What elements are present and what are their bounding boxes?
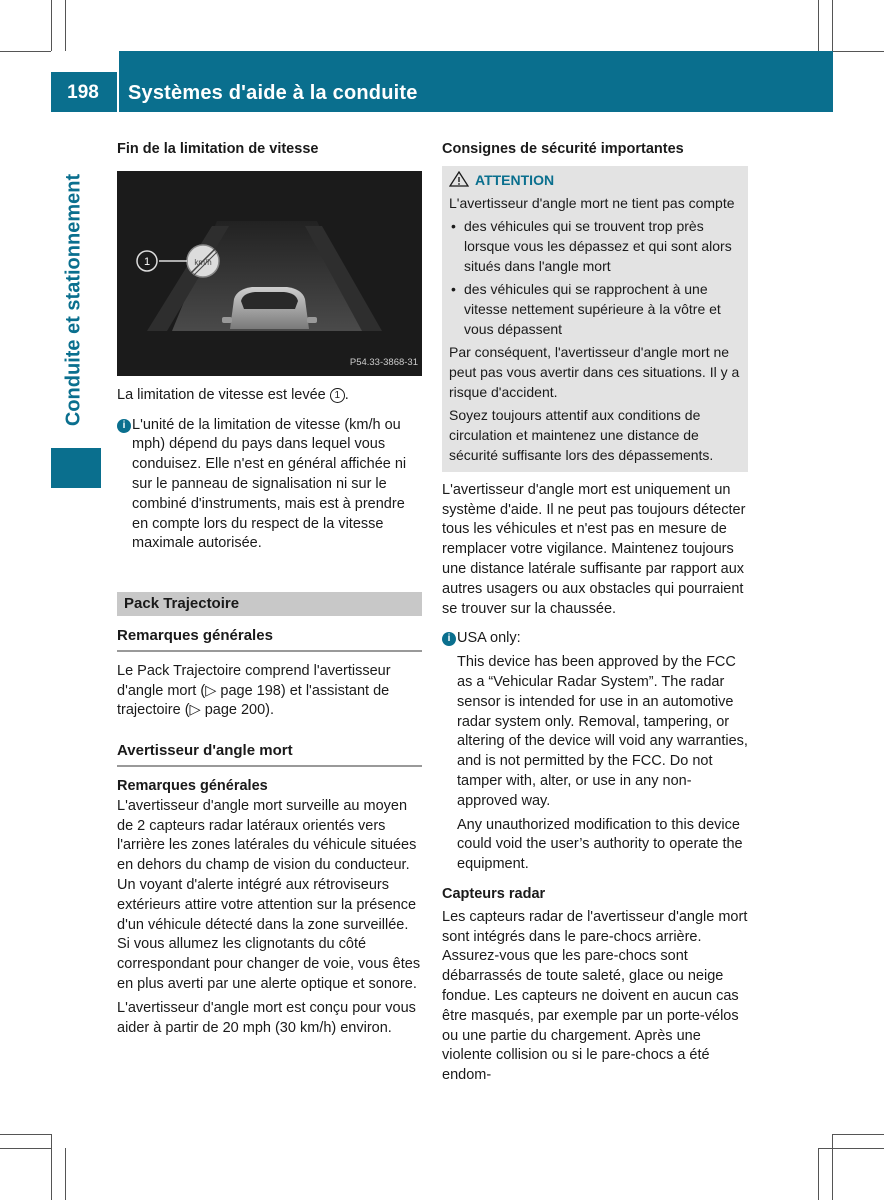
usa-note-title: USA only: [457,630,521,647]
info-icon: i [117,419,131,433]
warning-list-item: • des véhicules qui se trouvent trop près lorsque vous les dépassez et qui sont alors situés dans l'angle mort [449,216,741,276]
crop-mark [65,0,66,51]
usa-note-paragraph-2: Any unauthorized modification to this device could void the user’s authority to operate the equipment. [457,816,743,873]
crop-mark [51,1134,52,1200]
warning-intro: L'avertisseur d'angle mort ne tient pas compte [449,194,735,211]
speed-limit-end-sign-icon [187,245,219,277]
svg-text:km/h: km/h [194,257,212,267]
subheading-remarques-generales: Remarques générales [117,777,268,794]
figure-caption: La limitation de vitesse est levée 1 . [117,386,349,403]
crop-mark [818,1148,819,1200]
heading-avertisseur-angle-mort: Avertisseur d'angle mort [117,741,422,767]
header-divider [117,51,119,112]
right-column [442,140,748,1086]
page-title: Systèmes d'aide à la conduite [128,82,418,104]
blind-spot-paragraph-1: L'avertisseur d'angle mort surveille au moyen de 2 capteurs radar latéraux orientés vers l'arrière les zones latérales du véhicule situées en dehors du champ de vision du conducteur. Un voyant d'alerte intégré aux rétroviseurs extérieurs attire votre attention sur la présence d'un véhicule détecté dans la zone surveillée. Si vous allumez les clignotants du côté correspondant pour changer de voie, vous êtes en plus averti par une alerte optique et sonore. [117,797,421,992]
warning-paragraph-2: Soyez toujours attentif aux conditions de circulation et maintenez une distance de sécurité suffisante lors des dépassements. [449,406,714,463]
crop-mark [832,0,833,51]
heading-remarques-generales: Remarques générales [117,626,422,652]
crop-mark [818,1148,884,1149]
crop-mark [0,1134,51,1135]
page-number: 198 [67,82,99,103]
info-note [117,416,422,555]
crop-mark [65,1148,66,1200]
section-title-speed-limit-end: Fin de la limitation de vitesse [117,141,319,157]
crop-mark [833,1134,884,1135]
crop-mark [833,51,884,52]
warning-title: ATTENTION [475,171,555,188]
warning-header [449,170,741,190]
chapter-tab-marker [51,448,101,488]
callout-ref: 1 [330,388,345,403]
body-paragraph: L'avertisseur d'angle mort est uniquement un système d'aide. Il ne peut pas toujours détecter tous les véhicules et n'est pas en mesure de remplacer votre vigilance. Maintenez toujours une distance latérale suffisante par rapport aux autres usagers ou aux obstacles qui pourraient se trouver sur la chaussée. [442,481,746,617]
crop-mark [0,51,51,52]
road-illustration [117,171,422,376]
section-title-safety: Consignes de sécurité importantes [442,141,684,157]
callout-number: 1 [143,255,151,268]
warning-triangle-icon [449,171,469,187]
warning-list-item: • des véhicules qui se rapprochent à une vitesse nettement supérieure à la vôtre et vous dépassent [449,279,741,339]
left-column [117,140,422,1038]
figure-code: P54.33-3868-31 [349,357,418,368]
warning-paragraph-1: Par conséquent, l'avertisseur d'angle mort ne peut pas vous avertir dans ces situations. Il y a risque d'accident. [449,343,740,400]
blind-spot-paragraph-2: L'avertisseur d'angle mort est conçu pour vous aider à partir de 20 mph (30 km/h) environ. [117,999,416,1036]
pack-trajectoire-text: Le Pack Trajectoire comprend l'avertisseur d'angle mort (▷ page 198) et l'assistant de trajectoire (▷ page 200). [117,662,391,719]
crop-mark [0,1148,51,1149]
warning-box [442,166,748,472]
heading-capteurs-radar: Capteurs radar [442,885,546,902]
crop-mark [818,0,819,51]
chapter-tab-label: Conduite et stationnement [62,173,85,427]
warning-list [449,216,741,339]
crop-mark [51,0,52,51]
crop-mark [832,1134,833,1200]
info-note-text: L'unité de la limitation de vitesse (km/h ou mph) dépend du pays dans lequel vous conduisez. Elle n'est en général affichée ni sur le panneau de signalisation ni sur le combiné d'instruments, mais est à prendre en compte lors du respect de la vitesse maximale autorisée. [132,416,407,552]
section-band-pack-trajectoire: Pack Trajectoire [117,592,422,616]
speed-limit-figure [117,171,422,376]
usa-note-paragraph-1: This device has been approved by the FCC as a “Vehicular Radar System”. The radar sensor is intended for use in an automotive radar system only. Removal, tampering, or altering of the device will void any warranties, and is not permitted by the FCC. Do not tamper with, alter, or use in any non-approved way. [457,654,748,809]
radar-paragraph: Les capteurs radar de l'avertisseur d'angle mort sont intégrés dans le pare-chocs arrière. Assurez-vous que les pare-chocs sont débarrassés de toute saleté, glace ou neige fondue. Les capteurs ne doivent en aucun cas être masqués, par exemple par un porte-vélos ou une partie du chargement. Après une violente collision ou si le pare-chocs a été endom- [442,908,748,1084]
info-icon: i [442,632,456,646]
usa-note [442,629,748,875]
